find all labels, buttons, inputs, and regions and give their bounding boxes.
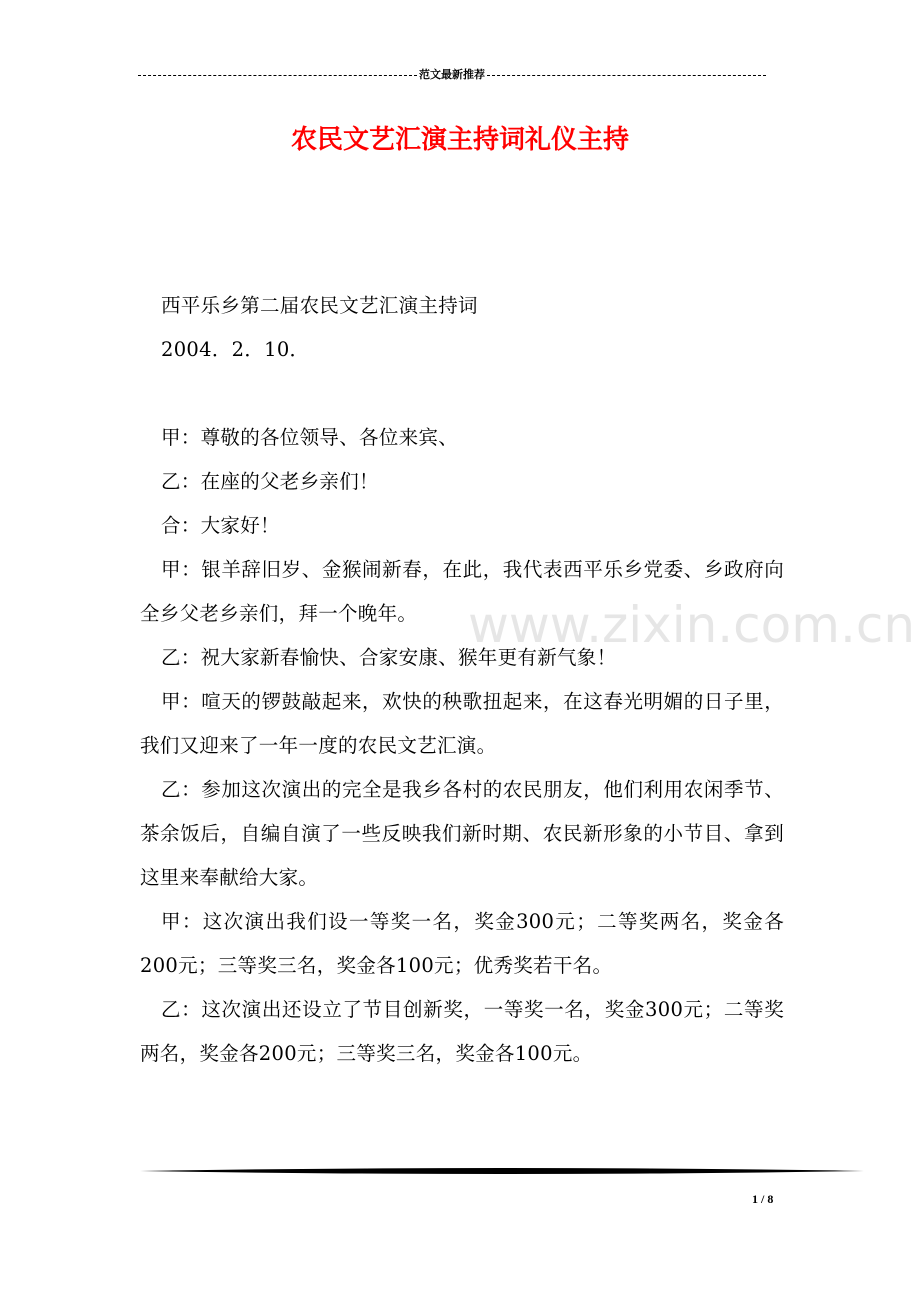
paragraph: 乙：参加这次演出的完全是我乡各村的农民朋友，他们利用农闲季节、茶余饭后，自编自演了一些反映我们新时期、农民新形象的小节目、拿到这里来奉献给大家。 <box>140 778 784 889</box>
paragraph: 甲：银羊辞旧岁、金猴闹新春，在此，我代表西平乐乡党委、乡政府向全乡父老乡亲们，拜一个晚年。 <box>140 558 784 625</box>
spacer <box>140 372 784 416</box>
page-header <box>138 68 766 82</box>
paragraph: 甲：喧天的锣鼓敲起来，欢快的秧歌扭起来，在这春光明媚的日子里，我们又迎来了一年一度的农民文艺汇演。 <box>140 690 784 757</box>
paragraph: 乙：在座的父老乡亲们！ <box>161 470 379 493</box>
date: 2004．2．10． <box>161 338 310 361</box>
paragraph: 甲：尊敬的各位领导、各位来宾、 <box>161 426 459 449</box>
header-text: 范文最新推荐 <box>419 68 485 81</box>
paragraph: 乙：祝大家新春愉快、合家安康、猴年更有新气象！ <box>161 646 617 669</box>
paragraph: 乙：这次演出还设立了节目创新奖，一等奖一名，奖金300元；二等奖两名，奖金各200元；三等奖三名，奖金各100元。 <box>140 998 784 1065</box>
document-title: 农民文艺汇演主持词礼仪主持 <box>290 125 629 155</box>
document-body <box>140 284 784 1076</box>
watermark: www.zixin.com.cn <box>468 596 916 654</box>
footer-rule <box>140 1166 864 1176</box>
paragraph: 合：大家好！ <box>161 514 280 537</box>
page-number: 1 / 8 <box>752 1192 774 1206</box>
header-dashes-left <box>138 75 417 76</box>
header-dashes-right <box>487 75 766 76</box>
subtitle: 西平乐乡第二届农民文艺汇演主持词 <box>161 294 478 317</box>
paragraph: 甲：这次演出我们设一等奖一名，奖金300元；二等奖两名，奖金各200元；三等奖三名，奖金各100元；优秀奖若干名。 <box>140 910 784 977</box>
